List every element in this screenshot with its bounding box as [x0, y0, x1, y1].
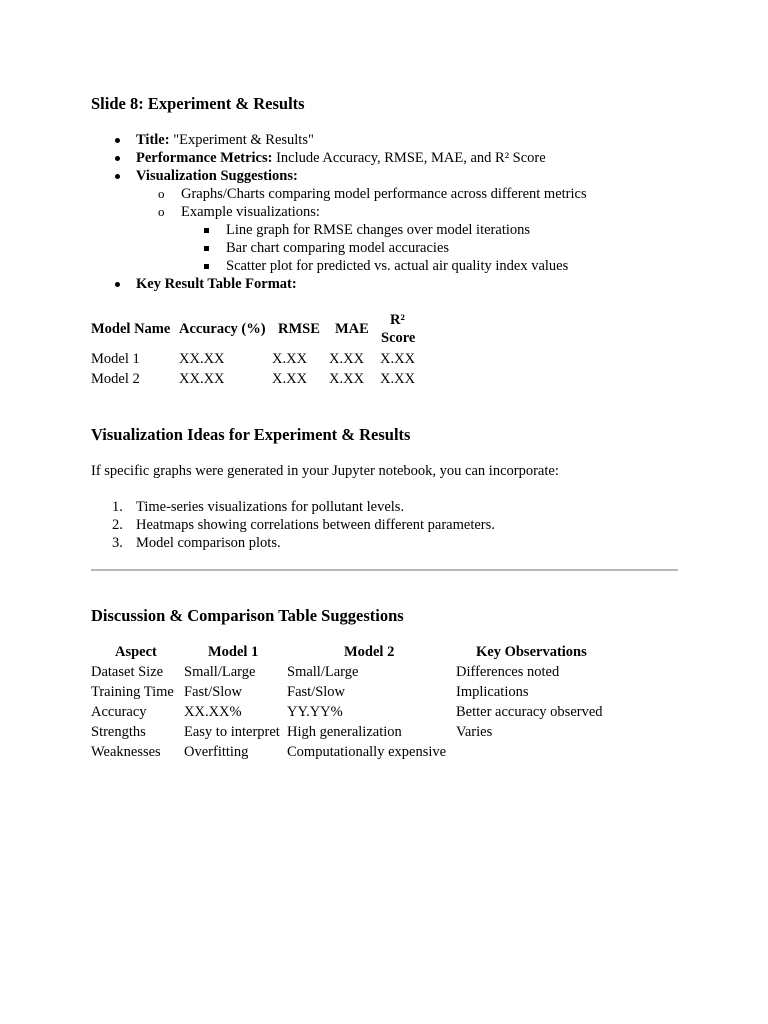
- bullet-table-format-label: Key Result Table Format:: [136, 276, 297, 292]
- sub-bullet-marker: o: [158, 186, 165, 201]
- discussion-cell: Overfitting: [184, 744, 249, 760]
- results-cell: X.XX: [272, 351, 308, 367]
- bullet-viz-sub1: Graphs/Charts comparing model performance across different metrics: [181, 186, 587, 202]
- results-cell: XX.XX: [179, 371, 225, 387]
- bullet-title: [136, 131, 314, 149]
- discussion-cell: Weaknesses: [91, 744, 161, 760]
- viz-ideas-intro: If specific graphs were generated in your Jupyter notebook, you can incorporate:: [91, 463, 559, 479]
- list-item: Model comparison plots.: [136, 535, 281, 551]
- viz-example: Scatter plot for predicted vs. actual air quality index values: [226, 258, 569, 274]
- bullet-viz: [136, 167, 298, 185]
- discussion-cell: High generalization: [287, 724, 402, 740]
- discussion-cell: Strengths: [91, 724, 146, 740]
- viz-example: Line graph for RMSE changes over model iterations: [226, 222, 531, 238]
- bullet-dot: [115, 282, 120, 287]
- results-header-accuracy: Accuracy (%): [179, 321, 266, 337]
- bullet-dot: [115, 138, 120, 143]
- bullet-title-text: "Experiment & Results": [169, 132, 314, 148]
- results-cell: X.XX: [329, 371, 365, 387]
- discussion-cell: Small/Large: [184, 664, 256, 680]
- results-header-r2: R²: [390, 312, 405, 328]
- results-cell: Model 1: [91, 351, 140, 367]
- bullet-metrics-text: Include Accuracy, RMSE, MAE, and R² Score: [272, 150, 546, 166]
- bullet-viz-label: Visualization Suggestions:: [136, 168, 298, 184]
- square-bullet: [204, 264, 209, 269]
- discussion-header-model2: Model 2: [344, 644, 395, 660]
- viz-ideas-heading: Visualization Ideas for Experiment & Results: [91, 425, 411, 444]
- results-header-rmse: RMSE: [278, 321, 320, 337]
- results-header-model-name: Model Name: [91, 321, 171, 337]
- discussion-cell: Fast/Slow: [287, 684, 346, 700]
- bullet-metrics: [136, 149, 546, 167]
- sub-bullet-marker: o: [158, 204, 165, 219]
- results-cell: X.XX: [380, 371, 416, 387]
- results-cell: X.XX: [272, 371, 308, 387]
- results-header-mae: MAE: [335, 321, 369, 337]
- discussion-header-aspect: Aspect: [115, 644, 157, 660]
- results-cell: Model 2: [91, 371, 140, 387]
- discussion-header-model1: Model 1: [208, 644, 259, 660]
- list-item: Time-series visualizations for pollutant levels.: [136, 499, 405, 515]
- discussion-cell: Better accuracy observed: [456, 704, 603, 720]
- discussion-cell: Small/Large: [287, 664, 359, 680]
- discussion-cell: Computationally expensive: [287, 744, 447, 760]
- discussion-cell: Training Time: [91, 684, 174, 700]
- discussion-cell: Fast/Slow: [184, 684, 243, 700]
- bullet-dot: [115, 174, 120, 179]
- discussion-header-observations: Key Observations: [476, 644, 587, 660]
- list-item: Heatmaps showing correlations between different parameters.: [136, 517, 495, 533]
- list-number: 2.: [112, 517, 123, 533]
- square-bullet: [204, 228, 209, 233]
- results-cell: X.XX: [329, 351, 365, 367]
- discussion-cell: Dataset Size: [91, 664, 164, 680]
- bullet-title-label: Title:: [136, 132, 170, 148]
- bullet-table-format: [136, 275, 297, 293]
- discussion-cell: YY.YY%: [287, 704, 343, 720]
- slide-heading: Slide 8: Experiment & Results: [91, 94, 305, 113]
- discussion-cell: Accuracy: [91, 704, 147, 720]
- bullet-viz-sub2: Example visualizations:: [181, 204, 320, 220]
- discussion-heading: Discussion & Comparison Table Suggestions: [91, 606, 404, 625]
- viz-example: Bar chart comparing model accuracies: [226, 240, 450, 256]
- discussion-cell: Easy to interpret: [184, 724, 280, 740]
- results-cell: XX.XX: [179, 351, 225, 367]
- discussion-cell: Varies: [456, 724, 493, 740]
- list-number: 3.: [112, 535, 123, 551]
- horizontal-divider: [91, 569, 678, 571]
- bullet-dot: [115, 156, 120, 161]
- list-number: 1.: [112, 499, 123, 515]
- results-header-score: Score: [381, 330, 416, 346]
- bullet-metrics-label: Performance Metrics:: [136, 150, 273, 166]
- results-cell: X.XX: [380, 351, 416, 367]
- discussion-cell: Differences noted: [456, 664, 560, 680]
- discussion-cell: XX.XX%: [184, 704, 242, 720]
- discussion-cell: Implications: [456, 684, 529, 700]
- square-bullet: [204, 246, 209, 251]
